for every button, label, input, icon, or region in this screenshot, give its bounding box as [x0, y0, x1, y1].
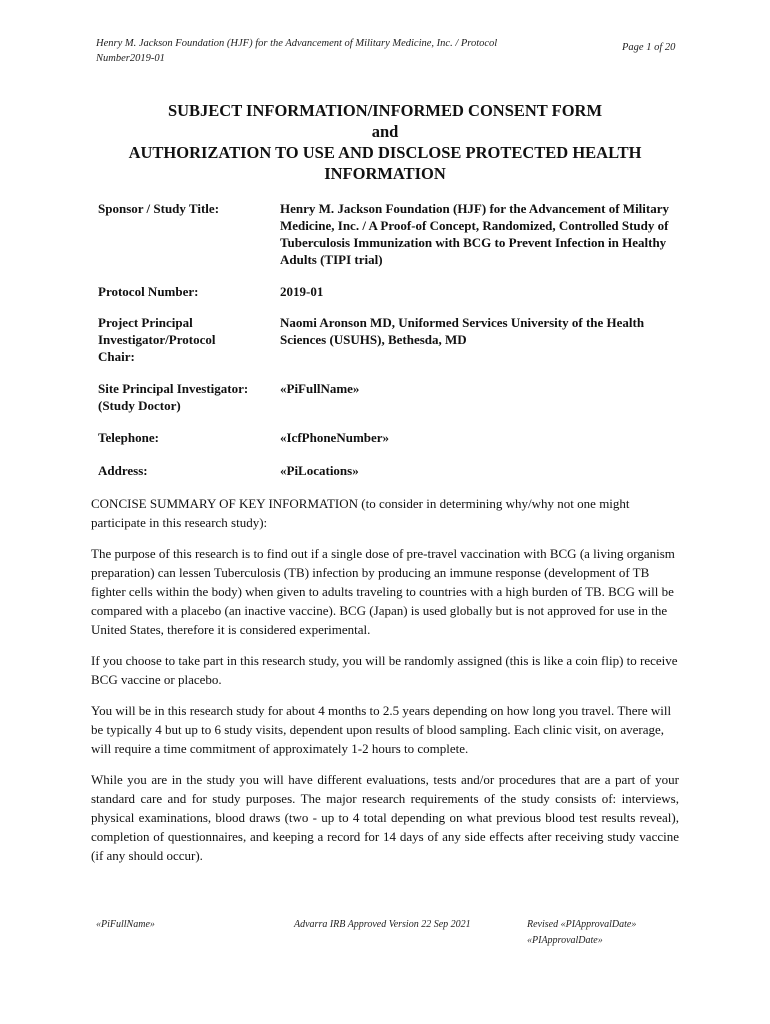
paragraph-purpose: The purpose of this research is to find out if a single dose of pre-travel vaccination with BCG (a living organism preparation) can lessen Tuberculosis (TB) infection by producing an immune response (development of TB fighter cells within the body) when given to adults traveling to countries with a high burden of TB. BCG will be compared with a placebo (an inactive vaccine). BCG (Japan) is used globally but is not approved for use in the United States, therefore it is considered experimental.: [91, 546, 675, 637]
document-title: [80, 100, 690, 184]
info-label: Address:: [98, 463, 148, 478]
title-line-1: SUBJECT INFORMATION/INFORMED CONSENT FORM: [167, 101, 603, 120]
title-line-2: and: [371, 122, 399, 141]
footer-irb-version: Advarra IRB Approved Version 22 Sep 2021: [294, 919, 471, 930]
info-value: Henry M. Jackson Foundation (HJF) for the Advancement of Military Medicine, Inc. / A Proof-of Concept, Randomized, Controlled Study of Tuberculosis Immunization with BCG to Prevent Infection in Healthy Adults (TIPI trial): [280, 201, 670, 267]
summary-heading: CONCISE SUMMARY OF KEY INFORMATION (to consider in determining why/why not one might participate in this research study):: [91, 496, 630, 530]
running-header: Henry M. Jackson Foundation (HJF) for the Advancement of Military Medicine, Inc. / Protocol Number2019-01: [96, 38, 498, 64]
info-value: «IcfPhoneNumber»: [280, 430, 390, 445]
info-value: «PiLocations»: [280, 463, 359, 478]
info-value: «PiFullName»: [280, 381, 360, 396]
info-label: Sponsor / Study Title:: [98, 201, 220, 216]
paragraph-procedures: While you are in the study you will have different evaluations, tests and/or procedures that are a part of your standard care and for study purposes. The major research requirements of the study consists of: interviews, physical examinations, blood draws (two - up to 4 total depending on what previous blood test results reveal), completion of questionnaires, and keeping a record for 14 days of any side effects after receiving study vaccine (if any should occur).: [91, 772, 679, 863]
info-label: Site Principal Investigator: (Study Doctor): [98, 381, 249, 413]
footer-revised-date: Revised «PIApprovalDate»: [527, 919, 637, 930]
info-value: 2019-01: [280, 284, 324, 299]
info-label: Protocol Number:: [98, 284, 199, 299]
info-label: Telephone:: [98, 430, 159, 445]
title-line-3: AUTHORIZATION TO USE AND DISCLOSE PROTECTED HEALTH INFORMATION: [128, 143, 642, 183]
footer-revision: [527, 917, 636, 949]
info-label: Project Principal Investigator/Protocol Chair:: [98, 315, 216, 364]
page-number: Page 1 of 20: [622, 42, 676, 53]
footer-pi-name: «PiFullName»: [96, 919, 155, 930]
paragraph-duration: You will be in this research study for about 4 months to 2.5 years depending on how long you travel. There will be typically 4 but up to 6 study visits, dependent upon results of blood sampling. Each clinic visit, on average, will require a time commitment of approximately 1-2 hours to complete.: [91, 703, 672, 756]
footer-approval-date: «PIApprovalDate»: [527, 935, 603, 946]
paragraph-randomization: If you choose to take part in this research study, you will be randomly assigned (this is like a coin flip) to receive BCG vaccine or placebo.: [91, 653, 678, 687]
info-value: Naomi Aronson MD, Uniformed Services University of the Health Sciences (USUHS), Bethesda, MD: [280, 315, 645, 347]
